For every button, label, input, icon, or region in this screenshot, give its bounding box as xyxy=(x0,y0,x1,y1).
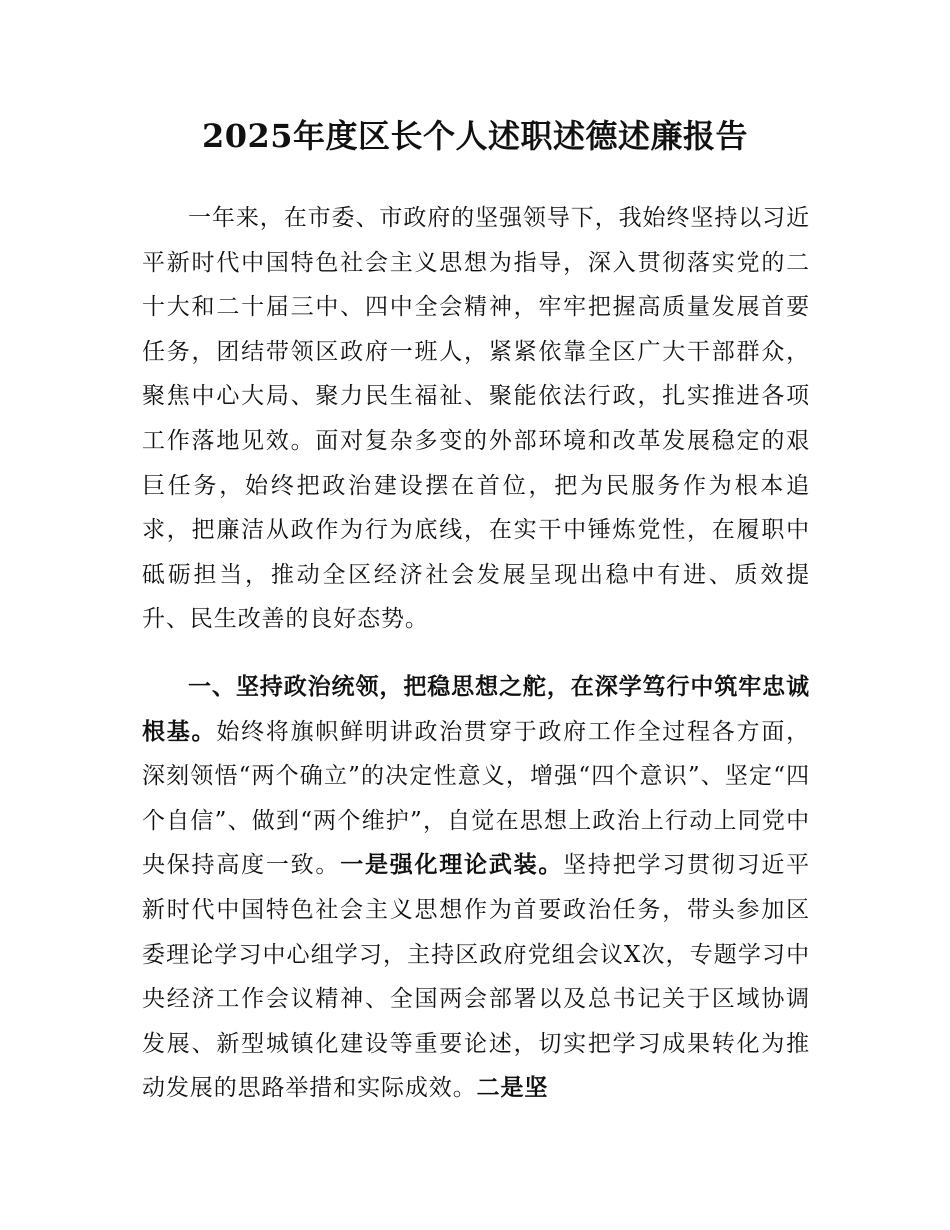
section-1-heading: 一、坚持政治统领，把稳思想之舵，在深学笃行中筑牢忠诚根基。 xyxy=(142,674,810,745)
point-1-text: 坚持把学习贯彻习近平新时代中国特色社会主义思想作为首要政治任务，带头参加区委理论学习中心组学习，主持区政府党组会议X次，专题学习中央经济工作会议精神、全国两会部署以及总书记关于区域协调发展、新型城镇化建设等重要论述，切实把学习成果转化为推动发展的思路举措和实际成效。 xyxy=(142,852,811,1102)
document-title: 2025年度区长个人述职述德述廉报告 xyxy=(201,117,749,155)
intro-paragraph: 一年来，在市委、市政府的坚强领导下，我始终坚持以习近平新时代中国特色社会主义思想为指导，深入贯彻落实党的二十大和二十届三中、四中全会精神，牢牢把握高质量发展首要任务，团结带领区政府一班人，紧紧依靠全区广大干部群众，聚焦中心大局、聚力民生福祉、聚能依法行政，扎实推进各项工作落地见效。面对复杂多变的外部环境和改革发展稳定的艰巨任务，始终把政治建设摆在首位，把为民服务作为根本追求，把廉洁从政作为行为底线，在实干中锤炼党性，在履职中砥砺担当，推动全区经济社会发展呈现出稳中有进、质效提升、民生改善的良好态势。 xyxy=(142,205,810,633)
point-2-label: 二是坚 xyxy=(476,1075,549,1102)
section-1-text: 始终将旗帜鲜明讲政治贯穿于政府工作全过程各方面，深刻领悟“两个确立”的决定性意义，增强“四个意识”、坚定“四个自信”、做到“两个维护”，自觉在思想上政治上行动上同党中央保持高度一致。 xyxy=(142,718,810,879)
point-1-label: 一是强化理论武装。 xyxy=(340,852,564,879)
section-1-paragraph xyxy=(142,665,810,1111)
